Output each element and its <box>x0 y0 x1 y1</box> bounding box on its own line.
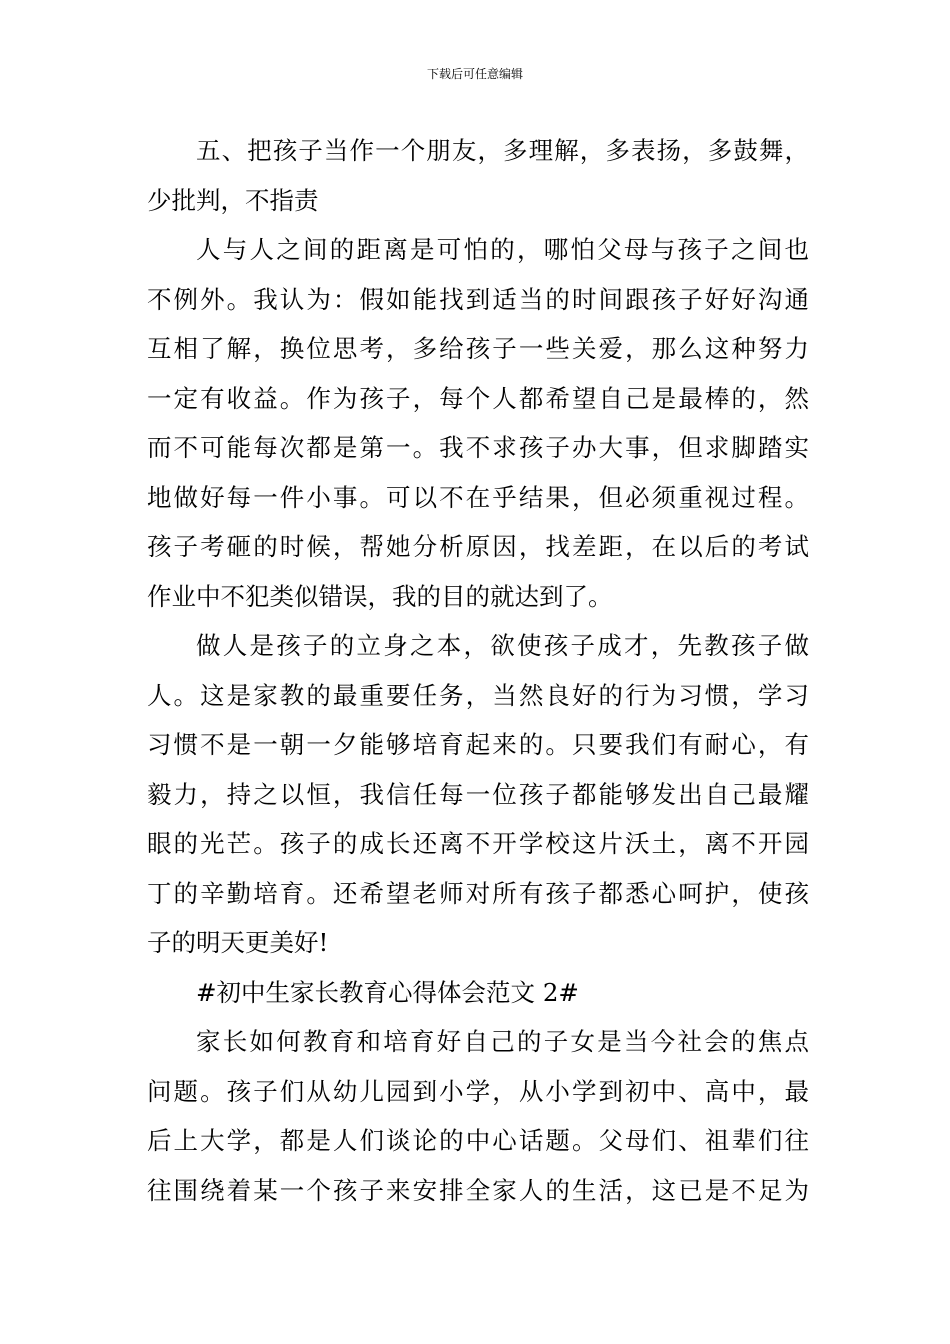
paragraph-line: 人。这是家教的最重要任务，当然良好的行为习惯，学习 <box>147 680 809 710</box>
document-body <box>147 126 809 1215</box>
paragraph-line: 毅力，持之以恒，我信任每一位孩子都能够发出自己最耀 <box>147 779 809 809</box>
page-header-note: 下载后可任意编辑 <box>426 67 523 81</box>
paragraph-line: 互相了解，换位思考，多给孩子一些关爱，那么这种努力 <box>147 334 809 363</box>
paragraph-line: 问题。孩子们从幼儿园到小学，从小学到初中、高中，最 <box>147 1076 809 1106</box>
paragraph-line: 眼的光芒。孩子的成长还离不开学校这片沃土，离不开园 <box>147 829 809 858</box>
paragraph-line: 地做好每一件小事。可以不在乎结果，但必须重视过程。 <box>147 482 809 512</box>
paragraph-line: 少批判，不指责 <box>147 185 319 215</box>
paragraph-line: 五、把孩子当作一个朋友，多理解，多表扬，多鼓舞， <box>196 136 809 165</box>
paragraph-line: 一定有收益。作为孩子，每个人都希望自己是最棒的，然 <box>147 383 809 413</box>
paragraph-line: 家长如何教育和培育好自己的子女是当今社会的焦点 <box>196 1027 809 1056</box>
paragraph-line: 子的明天更美好! <box>147 928 329 957</box>
paragraph-line: 往围绕着某一个孩子来安排全家人的生活，这已是不足为 <box>147 1175 809 1205</box>
paragraph-line: 不例外。我认为：假如能找到适当的时间跟孩子好好沟通 <box>147 284 809 314</box>
paragraph-line: 后上大学，都是人们谈论的中心话题。父母们、祖辈们往 <box>147 1126 809 1155</box>
paragraph-line: 作业中不犯类似错误，我的目的就达到了。 <box>147 581 613 611</box>
section-heading: #初中生家长教育心得体会范文 2# <box>196 977 579 1007</box>
paragraph-line: 习惯不是一朝一夕能够培育起来的。只要我们有耐心，有 <box>147 730 809 759</box>
paragraph-line: 孩子考砸的时候，帮她分析原因，找差距，在以后的考试 <box>147 532 809 561</box>
paragraph-line: 人与人之间的距离是可怕的，哪怕父母与孩子之间也 <box>196 235 809 264</box>
paragraph-line: 丁的辛勤培育。还希望老师对所有孩子都悉心呵护，使孩 <box>147 878 809 908</box>
paragraph-line: 做人是孩子的立身之本，欲使孩子成才，先教孩子做 <box>196 631 809 660</box>
paragraph-line: 而不可能每次都是第一。我不求孩子办大事，但求脚踏实 <box>147 433 809 462</box>
